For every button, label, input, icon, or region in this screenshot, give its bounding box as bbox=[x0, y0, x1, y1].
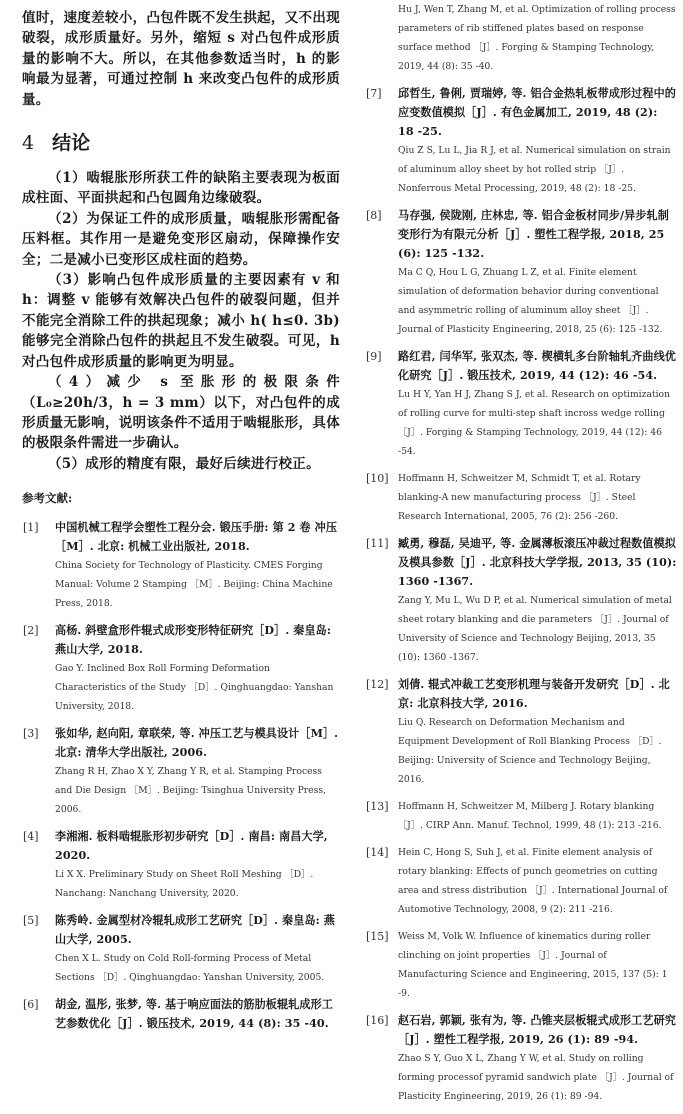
reference-number: [11] bbox=[366, 537, 389, 550]
reference-zh: 臧勇, 穆磊, 吴迪平, 等. 金属薄板滚压冲裁过程数值模拟及模具参数［J］. 北京科技大学学报, 2013, 35 (10): 1360 -1367. bbox=[398, 537, 677, 588]
reference-item bbox=[22, 621, 340, 716]
reference-en: Gao Y. Inclined Box Roll Forming Deformation Characteristics of the Study ［D］. Qinghuangdao: Yanshan University, 2018. bbox=[55, 663, 334, 713]
reference-item bbox=[22, 724, 340, 819]
reference-en: Zang Y, Mu L, Wu D P, et al. Numerical simulation of metal sheet rotary blanking and die parameters ［J］. Journal of University of Science and Technology Beijing, 2013, 35 (10): 1360 -1367. bbox=[398, 595, 672, 663]
references-heading: 参考文献: bbox=[22, 491, 73, 506]
reference-item bbox=[22, 995, 340, 1033]
reference-zh: 路红君, 闫华军, 张双杰, 等. 楔横轧多台阶轴轧齐曲线优化研究［J］. 锻压技术, 2019, 44 (12): 46 -54. bbox=[398, 350, 676, 382]
reference-item bbox=[365, 84, 677, 198]
right-column bbox=[365, 0, 677, 1114]
reference-en: Hein C, Hong S, Suh J, et al. Finite element analysis of rotary blanking: Effects of punch geometries on cutting area and stress distribution ［J］. International Journal of Automotive Technology, 2008, 9 (2): 211 -216. bbox=[398, 847, 668, 915]
reference-number: [3] bbox=[23, 727, 39, 741]
reference-item bbox=[365, 347, 677, 461]
reference-en: Qiu Z S, Lu L, Jia R J, et al. Numerical simulation on strain of aluminum alloy sheet by hot rolled strip ［J］. Nonferrous Metal Processing, 2019, 48 (2): 18 -25. bbox=[398, 145, 671, 194]
reference-zh: 胡金, 温彤, 张梦, 等. 基于响应面法的筋肋板辊轧成形工艺参数优化［J］. 锻压技术, 2019, 44 (8): 35 -40. bbox=[55, 998, 333, 1031]
reference-item bbox=[365, 469, 677, 526]
reference-number: [6] bbox=[23, 998, 39, 1012]
reference-zh: 张如华, 赵向阳, 章联荣, 等. 冲压工艺与模具设计［M］. 北京: 清华大学出版社, 2006. bbox=[55, 727, 339, 760]
reference-item bbox=[365, 206, 677, 339]
reference-en: Zhao S Y, Guo X L, Zhang Y W, et al. Study on rolling forming processof pyramid sandwich plate ［J］. Journal of Plasticity Engineering, 2019, 26 (1): 89 -94. bbox=[398, 1053, 674, 1102]
reference-item bbox=[365, 797, 677, 835]
section-heading bbox=[22, 130, 340, 156]
reference-zh: 中国机械工程学会塑性工程分会. 锻压手册: 第 2 卷 冲压［M］. 北京: 机械工业出版社, 2018. bbox=[55, 521, 338, 554]
section-title: 结论 bbox=[52, 132, 91, 155]
reference-number: [12] bbox=[366, 678, 389, 691]
reference-item bbox=[22, 518, 340, 613]
reference-zh: 赵石岩, 郭颖, 张有为, 等. 凸锥夹层板辊式成形工艺研究［J］. 塑性工程学报, 2019, 26 (1): 89 -94. bbox=[398, 1014, 676, 1046]
reference-en: Hu J, Wen T, Zhang M, et al. Optimization of rolling process parameters of rib stiffened plates based on response surface method ［J］. Forging & Stamping Technology, 2019, 44 (8): 35 -40. bbox=[398, 4, 676, 72]
reference-zh: 刘倩. 辊式冲裁工艺变形机理与装备开发研究［D］. 北京: 北京科技大学, 2016. bbox=[398, 678, 670, 710]
reference-number: [7] bbox=[366, 87, 382, 100]
section-number: 4 bbox=[22, 132, 35, 155]
reference-en: Hoffmann H, Schweitzer M, Schmidt T, et al. Rotary blanking-A new manufacturing process ［J］. Steel Research International, 2005, 76 (2): 256 -260. bbox=[398, 473, 641, 522]
reference-number: [16] bbox=[366, 1014, 389, 1027]
reference-number: [2] bbox=[23, 624, 39, 638]
reference-zh: 邱哲生, 鲁俐, 贾瑞婷, 等. 铝合金热轧板带成形过程中的应变数值模拟［J］. 有色金属加工, 2019, 48 (2): 18 -25. bbox=[398, 87, 676, 138]
reference-en: China Society for Technology of Plasticity. CMES Forging Manual: Volume 2 Stamping ［M］. Beijing: China Machine Press, 2018. bbox=[55, 560, 333, 610]
reference-item bbox=[365, 927, 677, 1003]
reference-zh: 陈秀岭. 金属型材冷辊轧成形工艺研究［D］. 秦皇岛: 燕山大学, 2005. bbox=[55, 914, 335, 947]
reference-en: Liu Q. Research on Deformation Mechanism and Equipment Development of Roll Blanking Process ［D］. Beijing: University of Science and Technology Beijing, 2016. bbox=[398, 717, 662, 785]
reference-item bbox=[365, 534, 677, 667]
reference-item bbox=[22, 911, 340, 987]
reference-continuation bbox=[365, 0, 677, 76]
reference-zh: 马存强, 侯陇刚, 庄林忠, 等. 铝合金板材同步/异步轧制变形行为有限元分析［J］. 塑性工程学报, 2018, 25 (6): 125 -132. bbox=[398, 209, 669, 260]
conclusion-item: （2）为保证工件的成形质量，啮辊胀形需配备压料框。其作用一是避免变形区扇动，保障操作安全；二是减小已变形区成柱面的趋势。 bbox=[22, 210, 340, 268]
reference-en: Chen X L. Study on Cold Roll-forming Process of Metal Sections ［D］. Qinghuangdao: Yanshan University, 2005. bbox=[55, 953, 325, 984]
reference-number: [13] bbox=[366, 800, 389, 813]
reference-en: Weiss M, Volk W. Influence of kinematics during roller clinching on joint properties ［J］. Journal of Manufacturing Science and Engineering, 2015, 137 (5): 1 -9. bbox=[398, 931, 668, 999]
reference-number: [14] bbox=[366, 846, 389, 859]
reference-number: [8] bbox=[366, 209, 382, 222]
conclusion-item: （5）成形的精度有限，最好后续进行校正。 bbox=[48, 455, 320, 472]
reference-number: [5] bbox=[23, 914, 39, 928]
intro-paragraph: 值时，速度差较小，凸包件既不发生拱起，又不出现破裂，成形质量好。另外，缩短 s 对凸包件成形质量的影响不大。所以，在其他参数适当时，h 的影响最为显著，可通过控制 h 来改变凸包件的成形质量。 bbox=[22, 10, 340, 108]
reference-number: [9] bbox=[366, 350, 382, 363]
conclusion-item: （4）减少 s 至胀形的极限条件（L₀≥20h/3，h = 3 mm）以下，对凸包件的成形质量无影响，说明该条件不适用于啮辊胀形，具体的极限条件需进一步确认。 bbox=[22, 374, 340, 452]
reference-number: [4] bbox=[23, 830, 39, 844]
reference-number: [10] bbox=[366, 472, 389, 485]
reference-en: Ma C Q, Hou L G, Zhuang L Z, et al. Finite element simulation of deformation behavior during conventional and asymmetric rolling of aluminum alloy sheet ［J］. Journal of Plasticity Engineering, 2018, 25 (6): 125 -132. bbox=[398, 267, 663, 335]
conclusion-item: （3）影响凸包件成形质量的主要因素有 v 和 h：调整 v 能够有效解决凸包件的破裂问题，但并不能完全消除工件的拱起现象；减小 h( h≤0. 3b) 能够完全消除凸包件的拱起且不发生破裂。可见，h 对凸包件成形质量的影响更为明显。 bbox=[22, 272, 340, 370]
reference-item bbox=[365, 675, 677, 789]
left-column bbox=[22, 0, 340, 1041]
reference-en: Zhang R H, Zhao X Y, Zhang Y R, et al. Stamping Process and Die Design ［M］. Beijing: Tsinghua University Press, 2006. bbox=[55, 766, 326, 816]
reference-number: [1] bbox=[23, 521, 39, 535]
reference-number: [15] bbox=[366, 930, 389, 943]
reference-item bbox=[22, 827, 340, 903]
reference-en: Li X X. Preliminary Study on Sheet Roll Meshing ［D］. Nanchang: Nanchang University, 2020. bbox=[55, 869, 314, 900]
reference-en: Hoffmann H, Schweitzer M, Milberg J. Rotary blanking ［J］. CIRP Ann. Manuf. Technol, 1999, 48 (1): 213 -216. bbox=[398, 801, 662, 831]
conclusion-item: （1）啮辊胀形所获工件的缺陷主要表现为板面成柱面、平面拱起和凸包圆角边缘破裂。 bbox=[22, 170, 340, 207]
reference-item bbox=[365, 1011, 677, 1106]
reference-en: Lu H Y, Yan H J, Zhang S J, et al. Research on optimization of rolling curve for multi-step shaft incross wedge rolling ［J］. Forging & Stamping Technology, 2019, 44 (12): 46 -54. bbox=[398, 389, 670, 457]
reference-item bbox=[365, 843, 677, 919]
reference-zh: 高杨. 斜壁盒形件辊式成形变形特征研究［D］. 秦皇岛: 燕山大学, 2018. bbox=[55, 624, 332, 657]
reference-zh: 李湘湘. 板料啮辊胀形初步研究［D］. 南昌: 南昌大学, 2020. bbox=[55, 830, 328, 863]
